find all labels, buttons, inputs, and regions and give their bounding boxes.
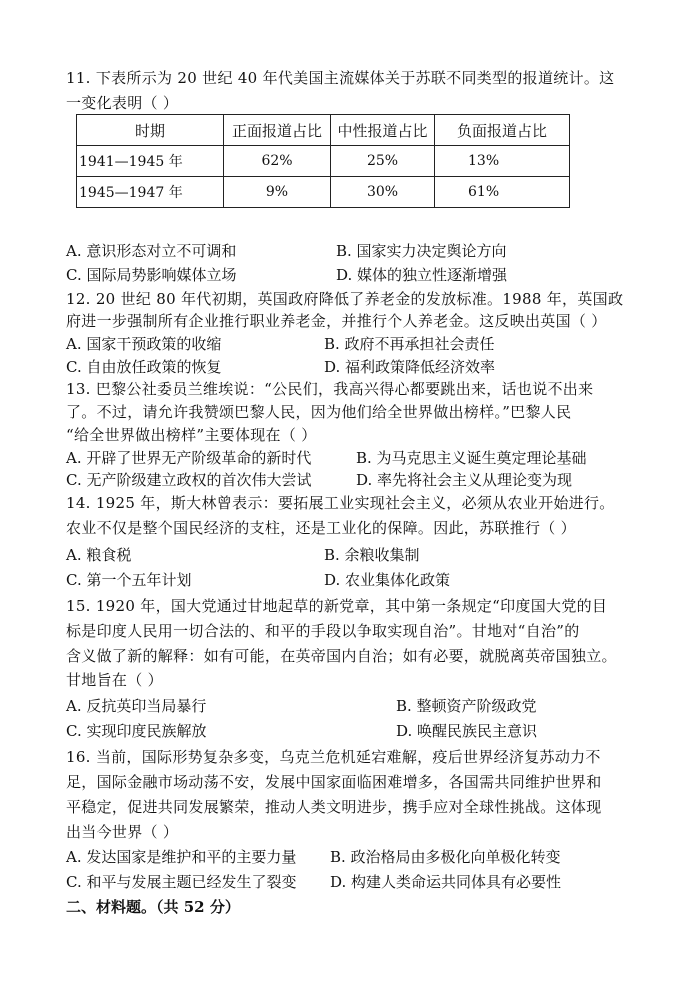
q11-option-a[interactable]: A. 意识形态对立不可调和 xyxy=(66,242,237,260)
table-header-row xyxy=(77,115,570,146)
q16-stem-line2: 足，国际金融市场动荡不安，发展中国家面临困难增多，各国需共同维护世界和 xyxy=(66,773,602,791)
q16-stem-line4: 出当今世界（ ） xyxy=(66,823,179,841)
q16-option-a[interactable]: A. 发达国家是维护和平的主要力量 xyxy=(66,848,297,866)
table-cell: 13% xyxy=(435,146,570,177)
q15-stem-line2: 标是印度人民用一切合法的、和平的手段以争取实现自治”。甘地对“自治”的 xyxy=(66,622,580,640)
q16-option-d[interactable]: D. 构建人类命运共同体具有必要性 xyxy=(330,873,562,891)
q11-stats-table xyxy=(76,114,570,208)
q12-stem-line2: 府进一步强制所有企业推行职业养老金，并推行个人养老金。这反映出英国（ ） xyxy=(66,312,607,330)
q11-option-c[interactable]: C. 国际局势影响媒体立场 xyxy=(66,266,237,284)
table-row xyxy=(77,177,570,208)
q14-stem-line2: 农业不仅是整个国民经济的支柱，还是工业化的保障。因此，苏联推行（ ） xyxy=(66,519,576,537)
q13-stem-line3: “给全世界做出榜样”主要体现在（ ） xyxy=(66,426,317,444)
section-heading: 二、材料题。（共 52 分） xyxy=(66,898,240,916)
q13-option-b[interactable]: B. 为马克思主义诞生奠定理论基础 xyxy=(356,449,587,467)
q13-stem-line2: 了。不过，请允许我赞颂巴黎人民，因为他们给全世界做出榜样。”巴黎人民 xyxy=(66,403,572,421)
q16-stem-line3: 平稳定，促进共同发展繁荣，推动人类文明进步，携手应对全球性挑战。这体现 xyxy=(66,798,602,816)
q15-option-d[interactable]: D. 唤醒民族民主意识 xyxy=(396,722,538,740)
table-cell: 1941—1945 年 xyxy=(77,146,224,177)
table-cell: 62% xyxy=(224,146,331,177)
table-cell: 1945—1947 年 xyxy=(77,177,224,208)
q14-option-b[interactable]: B. 余粮收集制 xyxy=(324,546,420,564)
q15-stem-line4: 甘地旨在（ ） xyxy=(66,671,163,689)
q12-option-c[interactable]: C. 自由放任政策的恢复 xyxy=(66,358,222,376)
q11-option-b[interactable]: B. 国家实力决定舆论方向 xyxy=(336,242,507,260)
q13-option-a[interactable]: A. 开辟了世界无产阶级革命的新时代 xyxy=(66,449,312,467)
q16-option-b[interactable]: B. 政治格局由多极化向单极化转变 xyxy=(330,848,561,866)
q14-option-c[interactable]: C. 第一个五年计划 xyxy=(66,571,192,589)
q16-stem-line1: 16. 当前，国际形势复杂多变，乌克兰危机延宕难解，疫后世界经济复苏动力不 xyxy=(66,748,601,766)
q12-stem-line1: 12. 20 世纪 80 年代初期，英国政府降低了养老金的发放标准。1988 年，英国政 xyxy=(66,290,624,308)
table-header-cell: 负面报道占比 xyxy=(435,115,570,146)
q13-stem-line1: 13. 巴黎公社委员兰维埃说：“公民们，我高兴得心都要跳出来，话也说不出来 xyxy=(66,380,594,398)
table-cell: 30% xyxy=(331,177,435,208)
q14-option-d[interactable]: D. 农业集体化政策 xyxy=(324,571,451,589)
table-header-cell: 时期 xyxy=(77,115,224,146)
table-header-cell: 中性报道占比 xyxy=(331,115,435,146)
q15-option-a[interactable]: A. 反抗英印当局暴行 xyxy=(66,697,207,715)
q14-option-a[interactable]: A. 粮食税 xyxy=(66,546,132,564)
q15-option-b[interactable]: B. 整顿资产阶级政党 xyxy=(396,697,537,715)
table-row xyxy=(77,146,570,177)
table-header-cell: 正面报道占比 xyxy=(224,115,331,146)
q13-option-d[interactable]: D. 率先将社会主义从理论变为现 xyxy=(356,471,573,489)
table-cell: 61% xyxy=(435,177,570,208)
q15-stem-line1: 15. 1920 年，国大党通过甘地起草的新党章，其中第一条规定“印度国大党的目 xyxy=(66,597,608,615)
q12-option-b[interactable]: B. 政府不再承担社会责任 xyxy=(324,335,495,353)
q11-option-d[interactable]: D. 媒体的独立性逐渐增强 xyxy=(336,266,508,284)
q13-option-c[interactable]: C. 无产阶级建立政权的首次伟大尝试 xyxy=(66,471,312,489)
q14-stem-line1: 14. 1925 年，斯大林曾表示：要拓展工业实现社会主义，必须从农业开始进行。 xyxy=(66,494,615,512)
q11-stem-line2: 一变化表明（ ） xyxy=(66,94,179,112)
q16-option-c[interactable]: C. 和平与发展主题已经发生了裂变 xyxy=(66,873,297,891)
q12-option-a[interactable]: A. 国家干预政策的收缩 xyxy=(66,335,222,353)
table-cell: 9% xyxy=(224,177,331,208)
q15-option-c[interactable]: C. 实现印度民族解放 xyxy=(66,722,207,740)
q12-option-d[interactable]: D. 福利政策降低经济效率 xyxy=(324,358,496,376)
q15-stem-line3: 含义做了新的解释：如有可能，在英帝国内自治；如有必要，就脱离英帝国独立。 xyxy=(66,647,617,665)
table-cell: 25% xyxy=(331,146,435,177)
q11-stem-line1: 11. 下表所示为 20 世纪 40 年代美国主流媒体关于苏联不同类型的报道统计。这 xyxy=(66,69,615,87)
